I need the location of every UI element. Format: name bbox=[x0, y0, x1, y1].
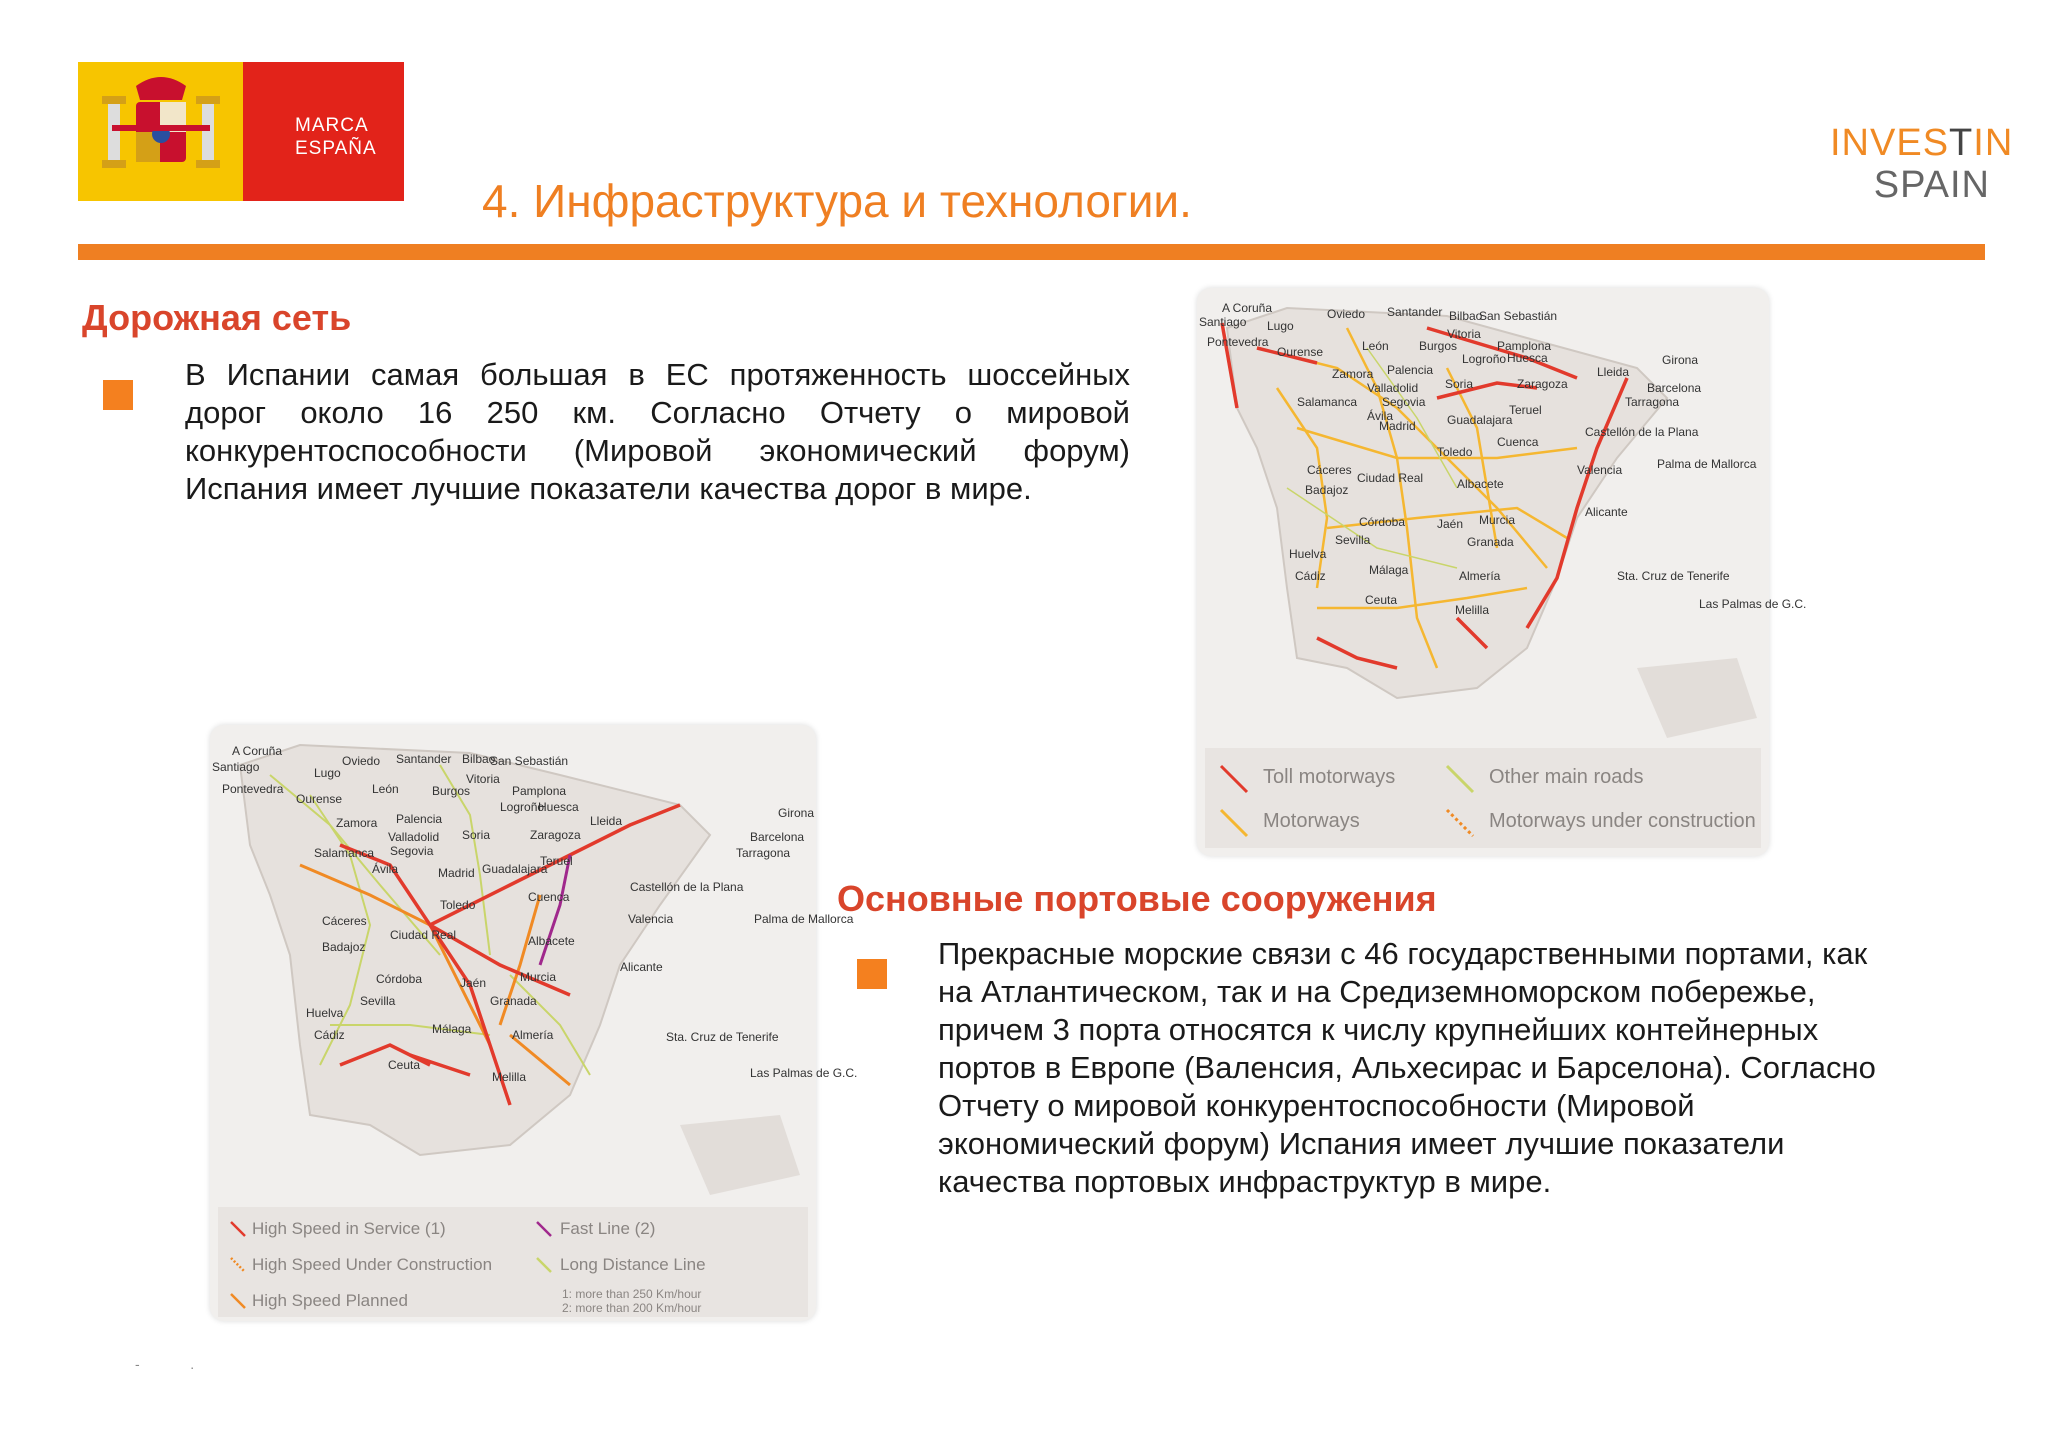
legend-note-1: 1: more than 250 Km/hour bbox=[562, 1287, 702, 1301]
motorways-under-construction-swatch-icon bbox=[1445, 808, 1475, 838]
city-label: Huelva bbox=[306, 1006, 344, 1020]
city-label: Bilbao bbox=[462, 752, 496, 766]
city-label: Logroño bbox=[1462, 352, 1507, 366]
city-label: Zamora bbox=[336, 816, 378, 830]
city-label: Badajoz bbox=[322, 940, 366, 954]
city-label: Cuenca bbox=[528, 890, 570, 904]
city-label: Bilbao bbox=[1449, 309, 1483, 323]
city-label: Zaragoza bbox=[1517, 377, 1568, 391]
high-speed-in-service-swatch-icon bbox=[230, 1221, 246, 1237]
high-speed-under-construction-swatch-icon bbox=[230, 1257, 246, 1273]
bullet-icon bbox=[857, 959, 887, 989]
city-label: Huesca bbox=[1507, 351, 1548, 365]
footer-marks: - . bbox=[135, 1356, 195, 1372]
city-label: Lugo bbox=[314, 766, 341, 780]
city-label: Teruel bbox=[1509, 403, 1542, 417]
city-label: Oviedo bbox=[342, 754, 381, 768]
city-label: Ávila bbox=[1367, 409, 1394, 423]
invest-in-spain-logo: INVESTIN SPAIN bbox=[1830, 122, 2014, 206]
city-label: Las Palmas de G.C. bbox=[1699, 597, 1807, 611]
city-label: Teruel bbox=[540, 854, 573, 868]
espana-label: ESPAÑA bbox=[295, 138, 377, 159]
city-label: Ciudad Real bbox=[390, 928, 457, 942]
city-label: Las Palmas de G.C. bbox=[750, 1066, 858, 1080]
city-label: Valencia bbox=[628, 912, 674, 926]
city-label: Segovia bbox=[1382, 395, 1426, 409]
city-label: Pamplona bbox=[512, 784, 567, 798]
city-label: Tarragona bbox=[736, 846, 791, 860]
city-label: Ourense bbox=[1277, 345, 1324, 359]
city-label: Córdoba bbox=[1359, 515, 1406, 529]
city-label: Ciudad Real bbox=[1357, 471, 1424, 485]
bullet-icon bbox=[103, 380, 133, 410]
city-label: Huelva bbox=[1289, 547, 1327, 561]
city-label: Segovia bbox=[390, 844, 434, 858]
city-label: Pontevedra bbox=[222, 782, 284, 796]
legend-high-speed-under-construction: High Speed Under Construction bbox=[252, 1255, 493, 1274]
city-label: Santiago bbox=[212, 760, 260, 774]
city-label: Oviedo bbox=[1327, 307, 1366, 321]
city-label: Barcelona bbox=[1647, 381, 1702, 395]
city-label: Ourense bbox=[296, 792, 343, 806]
city-label: Pontevedra bbox=[1207, 335, 1269, 349]
city-label: Burgos bbox=[432, 784, 471, 798]
city-label: Cádiz bbox=[314, 1028, 345, 1042]
city-label: Alicante bbox=[620, 960, 663, 974]
city-label: Barcelona bbox=[750, 830, 805, 844]
city-label: Cádiz bbox=[1295, 569, 1326, 583]
city-label: Melilla bbox=[492, 1070, 527, 1084]
city-label: Vitoria bbox=[1447, 327, 1481, 341]
legend-high-speed-planned: High Speed Planned bbox=[252, 1291, 408, 1310]
city-label: Valencia bbox=[1577, 463, 1623, 477]
roads-paragraph: В Испании самая большая в ЕС протяженность шоссейных дорог около 16 250 км. Согласно Отчету о мировой конкурентоспособности (Мировой экономический форум) Испания имеет лучшие показатели качества дорог в мире. bbox=[185, 357, 1130, 506]
city-label: Burgos bbox=[1419, 339, 1458, 353]
city-label: Murcia bbox=[1479, 513, 1516, 527]
toll-motorways-swatch-icon bbox=[1219, 764, 1249, 794]
city-label: Zamora bbox=[1332, 367, 1374, 381]
city-label: Alicante bbox=[1585, 505, 1628, 519]
city-label: Palencia bbox=[396, 812, 443, 826]
city-label: León bbox=[372, 782, 399, 796]
city-label: Lugo bbox=[1267, 319, 1294, 333]
city-label: Salamanca bbox=[314, 846, 375, 860]
city-label: Girona bbox=[1662, 353, 1699, 367]
city-label: Córdoba bbox=[376, 972, 423, 986]
city-label: Zaragoza bbox=[530, 828, 581, 842]
ports-heading: Основные портовые сооружения bbox=[837, 878, 1437, 919]
city-label: Toledo bbox=[440, 898, 476, 912]
city-label: Vitoria bbox=[466, 772, 500, 786]
city-label: Tarragona bbox=[1625, 395, 1680, 409]
city-label: Ceuta bbox=[388, 1058, 421, 1072]
marca-label: MARCA bbox=[295, 115, 369, 136]
high-speed-planned-swatch-icon bbox=[230, 1293, 246, 1309]
spain-road-map-graphic bbox=[1197, 288, 1807, 748]
city-label: Huesca bbox=[538, 800, 579, 814]
city-label: Logroño bbox=[500, 800, 545, 814]
city-label: Lleida bbox=[590, 814, 623, 828]
legend-motorways: Motorways bbox=[1263, 810, 1360, 832]
city-label: Valladolid bbox=[388, 830, 440, 844]
spain-rail-map-graphic bbox=[210, 725, 858, 1207]
city-label: Sta. Cruz de Tenerife bbox=[666, 1030, 779, 1044]
legend-motorways-under-construction: Motorways under construction bbox=[1489, 810, 1756, 832]
city-label: Jaén bbox=[460, 976, 487, 990]
city-label: Palma de Mallorca bbox=[754, 912, 854, 926]
city-label: Castellón de la Plana bbox=[630, 880, 744, 894]
city-label: Santander bbox=[1387, 305, 1443, 319]
city-label: A Coruña bbox=[1222, 301, 1273, 315]
roads-heading: Дорожная сеть bbox=[82, 297, 352, 338]
coat-of-arms-icon bbox=[78, 62, 243, 201]
city-label: Girona bbox=[778, 806, 815, 820]
city-label: Málaga bbox=[432, 1022, 472, 1036]
rail-network-map bbox=[210, 725, 858, 1321]
city-label: Valladolid bbox=[1367, 381, 1419, 395]
title-divider bbox=[78, 244, 1985, 260]
city-label: Sevilla bbox=[1335, 533, 1371, 547]
long-distance-line-swatch-icon bbox=[536, 1257, 552, 1273]
page-title: 4. Инфраструктура и технологии. bbox=[482, 175, 1192, 227]
city-label: León bbox=[1362, 339, 1389, 353]
city-label: Pamplona bbox=[1497, 339, 1552, 353]
city-label: Cuenca bbox=[1497, 435, 1539, 449]
fast-line-swatch-icon bbox=[536, 1221, 552, 1237]
other-main-roads-swatch-icon bbox=[1445, 764, 1475, 794]
road-network-map bbox=[1197, 288, 1807, 856]
marca-espana-logo bbox=[78, 62, 404, 201]
city-label: Granada bbox=[490, 994, 537, 1008]
road-map-legend bbox=[1205, 748, 1761, 848]
city-label: Sta. Cruz de Tenerife bbox=[1617, 569, 1730, 583]
city-label: Palma de Mallorca bbox=[1657, 457, 1757, 471]
city-label: Albacete bbox=[528, 934, 575, 948]
city-label: Sevilla bbox=[360, 994, 396, 1008]
city-label: San Sebastián bbox=[490, 754, 569, 768]
city-label: Badajoz bbox=[1305, 483, 1349, 497]
city-label: Madrid bbox=[1379, 419, 1416, 433]
city-label: Soria bbox=[462, 828, 491, 842]
city-label: A Coruña bbox=[232, 744, 283, 758]
city-label: Guadalajara bbox=[482, 862, 548, 876]
legend-high-speed-in-service: High Speed in Service (1) bbox=[252, 1219, 446, 1238]
motorways-swatch-icon bbox=[1219, 808, 1249, 838]
rail-map-legend bbox=[218, 1207, 808, 1317]
city-label: Soria bbox=[1445, 377, 1474, 391]
city-label: Toledo bbox=[1437, 445, 1473, 459]
city-label: Jaén bbox=[1437, 517, 1464, 531]
city-label: Guadalajara bbox=[1447, 413, 1513, 427]
city-label: Castellón de la Plana bbox=[1585, 425, 1699, 439]
city-label: Almería bbox=[1459, 569, 1501, 583]
legend-other-main-roads: Other main roads bbox=[1489, 766, 1644, 788]
city-label: Cáceres bbox=[322, 914, 367, 928]
marca-espana-wordmark bbox=[243, 62, 404, 201]
city-label: Granada bbox=[1467, 535, 1514, 549]
legend-fast-line: Fast Line (2) bbox=[560, 1219, 656, 1238]
city-label: Santiago bbox=[1199, 315, 1247, 329]
city-label: San Sebastián bbox=[1479, 309, 1558, 323]
city-label: Santander bbox=[396, 752, 452, 766]
city-label: Madrid bbox=[438, 866, 475, 880]
city-label: Murcia bbox=[520, 970, 557, 984]
city-label: Ceuta bbox=[1365, 593, 1398, 607]
city-label: Lleida bbox=[1597, 365, 1630, 379]
city-label: Cáceres bbox=[1307, 463, 1352, 477]
city-label: Palencia bbox=[1387, 363, 1434, 377]
ports-paragraph: Прекрасные морские связи с 46 государственными портами, как на Атлантическом, так и на Средиземноморском побережье, причем 3 порта относятся к числу крупнейших контейнерных портов в Европе (Валенсия, Альхесирас и Барселона). Согласно Отчету о мировой конкурентоспособности (Мировой экономический форум) Испания имеет лучшие показатели качества портовых инфраструктур в мире. bbox=[938, 936, 1876, 1199]
legend-note-2: 2: more than 200 Km/hour bbox=[562, 1301, 702, 1315]
city-label: Almería bbox=[512, 1028, 554, 1042]
city-label: Salamanca bbox=[1297, 395, 1358, 409]
city-label: Málaga bbox=[1369, 563, 1409, 577]
legend-toll-motorways: Toll motorways bbox=[1263, 766, 1396, 788]
city-label: Albacete bbox=[1457, 477, 1504, 491]
city-label: Melilla bbox=[1455, 603, 1490, 617]
legend-long-distance-line: Long Distance Line bbox=[560, 1255, 706, 1274]
city-label: Ávila bbox=[372, 862, 399, 876]
